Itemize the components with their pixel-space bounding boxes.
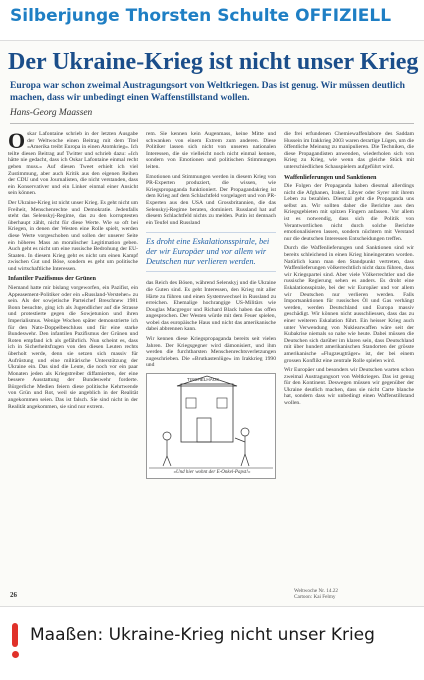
paragraph: das Reich des Bösen, während Selenskyj und die Ukraine die Guten sind. Es geht Interessen, den Krieg mit aller Härte zu führen und einen Systemwechsel in Russland zu erreichen. Ehemalige hochrangige US-Militärs wie Douglas Macgregor und Richard Black haben das offen angesprochen. Der Westen würde mit dem Feuer spielen, wobei das europäische Haus und nicht das amerikanische dabei abbrennen kann. [146,280,276,333]
cartoon-credit: Cartoon: Kai Felmy [294,594,336,601]
cartoon-caption: «Und hier wohnt der E-Onkel-Papst!» [173,470,251,476]
subheading: Infantiler Pazifismus der Grünen [8,275,96,283]
divider [10,123,414,124]
article-headline: Der Ukraine-Krieg ist nicht unser Krieg [8,49,419,75]
newspaper-page [0,40,424,607]
article-column-3 [284,131,414,587]
paragraph [8,131,138,197]
paragraph: Wir Europäer und besonders wir Deutschen warten schon zweimal Austragungsort von Weltkriegen. Das ist genug für den Kontinent. Deswegen müssen wir gegenüber der Ukraine deutlich machen, dass sie nicht Carte blanche hat, sondern dass wir unbedingt einen Waffenstillstand wollen. [284,367,414,407]
paragraph: rem. Sie kennen kein Augenmass, keine Mitte und schwanken von einem Extrem zum anderen. Diese Politiker lassen sich nicht von unseren nationalen Interessen, die sie vielleicht noch nicht einmal kennen, sondern von Emotionen und politischen Stimmungen leiten. [146,131,276,170]
paragraph: Der Ukraine-Krieg ist nicht unser Krieg. Es geht nicht um Freiheit, Menschenrechte und Demokratie. Jedenfalls steht das Selenskyj-Regime, das zu den korruptesten überhaupt zählt, nicht für diese Werte. Wie so oft bei Kriegen, in denen der Westen eine Rolle spielt, werden diese Werte vorgeschoben und sollen der unserer Seite ein höheres Mass an moralischer Legitimation geben. Auch geht es nicht um eine russische Bedrohung der EU-Staaten. In diesem Krieg geht es nicht um einen Kampf zwischen Gut und Böse, sondern es geht um politische und wirtschaftliche Interessen. [8,199,138,272]
cartoon-drawing [147,374,275,478]
paragraph: Emotionen und Stimmungen werden in diesem Krieg von PR-Experten produziert, die wissen, wie Kriegspropaganda funktioniert. Der Propagandakrieg ist dem Krieg auf dem Schlachtfeld vorgelagert und von PR-Experten aus den USA und Grossbritannien, die das Selenskyj-Regime beraten, dominiert. Russland hat auf diesem Schlachtfeld nichts zu melden. Putin ist demnach ein Teufel und Russland [146,173,276,226]
source-credit [294,588,414,601]
paragraph: die frei erfundenen Chemiewaffenlabore des Saddam Hussein im Irakkrieg 2003 waren derartige Lügen, um die öffentliche Meinung zu manipulieren. Die Techniken, die diese Propagandisten anwenden, wiederholen sich von Krieg zu Krieg, wie wenn das gleiche Stück mit unterschiedlichen Schauspielern aufgeführt wird. [284,131,414,170]
article-column-1 [8,131,138,587]
page-number: 26 [10,591,17,599]
subheading: Waffenlieferungen und Sanktionen [284,173,377,181]
cartoon-sign: TISCHELHAUS [187,377,220,383]
paragraph: Die Folgen der Propaganda haben diesmal allerdings nicht die Afghanen, Iraker, Libyer oder Syrer mit ihrem Leben zu bezahlen. Diesmal geht die Propaganda uns selbst an. Wir sollten daher die Berichte aus den Kriegsgebieten mit spitzen Fingern anfassen. Vor allem ist es notwendig, dass sich die Politik von Verantwortlichen nicht durch solche Berichte emotionalisieren lassen, sondern nüchtern mit Verstand nur die deutschen Interessen Entscheidungen treffen. [284,183,414,242]
caption-bar [0,607,424,680]
pull-quote: Es droht eine Eskalationsspirale, bei der wir Europäer und vor allem wir Deutschen nur verlieren werden. [146,232,276,272]
cartoon-illustration [146,373,276,479]
paragraph: Niemand hatte mir bislang vorgeworfen, ein Pazifist, ein Appeasement-Politiker oder ein «Russland-Versteher» zu sein. Als der sowjetische Parteichef Breschnew 1981 Bonn besuchte, ging ich als Jugendlicher auf die Strasse und protestierte gegen die Sowjetunion und ihren Imperialismus. Wenige Wochen später demonstrierte ich für den Nato-Doppelbeschluss und für eine starke Bundeswehr. Den infantilen Pazifismus der Grünen und Roten empfand ich als gefährlich. Nun scheint es, dass ich in Sicherheitsfragen von den diesen Leuten rechts überholt werde, denn sie setzen sich massiv für Aufrüstung und eine militärische Unterstützung der Ukraine ein. Das sind die Leute, die noch vor ein paar Monaten jeden als Kriegstreiber diffamierten, der eine bessere Ausstattung der Bundeswehr forderte. Bürgerliche Medien feiern diese politische Kehrtwende von Grün und Rot, weil sie angeblich in der Realität angekommen seien. Das ist falsch. Sie sind nicht in der Realität angekommen, sie sind nur extrem. [8,284,138,410]
article-author: Hans-Georg Maassen [10,108,93,118]
exclamation-icon [8,623,22,661]
article-column-2 [146,131,276,587]
channel-title: Silberjunge Thorsten Schulte OFFIZIELL [10,6,392,26]
source-line: Weltwoche Nr. 14.22 [294,588,338,594]
paragraph: Wir kennen diese Kriegspropaganda bereits seit vielen Jahren. Der Kriegsgegner wird dämonisiert, und ihm werden die furchtbarsten Menschenrechtsverletzungen zugeschrieben. Die «Brutkastenlüge» im Irakkrieg 1990 und [146,336,276,369]
paragraph: Durch die Waffenlieferungen und Sanktionen sind wir bereits schleichend in einen Krieg hineingeraten worden. Natürlich kann man den Standpunkt vertreten, dass Waffenlieferungen völkerrechtlich nicht dazu führen, dass wir Kriegspartei sind. Aber viele Völkerrechtler und die russische Regierung sehen es anders. Es droht eine Eskalationsspirale, bei der wir Europäer und vor allem wir Deutschen nur verlieren werden. Falls Importsanktionen für russisches Öl und Gas verhängt werden, werden Deutschland und Europa massiv geschädigt. Wir können nicht ausschliessen, dass das zu einer weiteren Eskalation führt. Ein heisser Krieg auch unter Verwendung von Nuklearwaffen wäre seit der Kubakrise niemals so nahe wie heute. Dabei müssen die Deutschen sich darüber im klaren sein, dass Deutschland mit über hundert amerikanischen Standorten der grösste amerikanische «Flugzeugträger» ist, der bei einem grossen Konflikt eine zentrale Rolle spielen wird. [284,245,414,364]
drop-cap: O [8,131,26,153]
paragraph-text: skar Lafontaine schrieb in der letzten Ausgabe der Weltwoche einen Beitrag mit dem Titel «Amerika treibt Europa in einen Atomkrieg». Ich teilte diesen Beitrag auf Twitter und schrieb dazu: «Ich hätte nie gedacht, dass ich Oskar Lafontaine einmal recht geben muss.» Auf diesen Tweet erhielt ich viel Zustimmung, aber auch Kritik aus den eigenen Reihen der CDU und von Journalisten, die nicht verstanden, dass ein Konservativer und ein Linker einmal einer Ansicht sein können. [8,131,138,197]
video-title: Maaßen: Ukraine-Krieg nicht unser Krieg [30,625,375,645]
article-deck: Europa war schon zweimal Austragungsort von Weltkriegen. Das ist genug. Wir müssen deutlich machen, dass wir unbedingt einen Waffenstillstand wollen. [10,80,405,103]
